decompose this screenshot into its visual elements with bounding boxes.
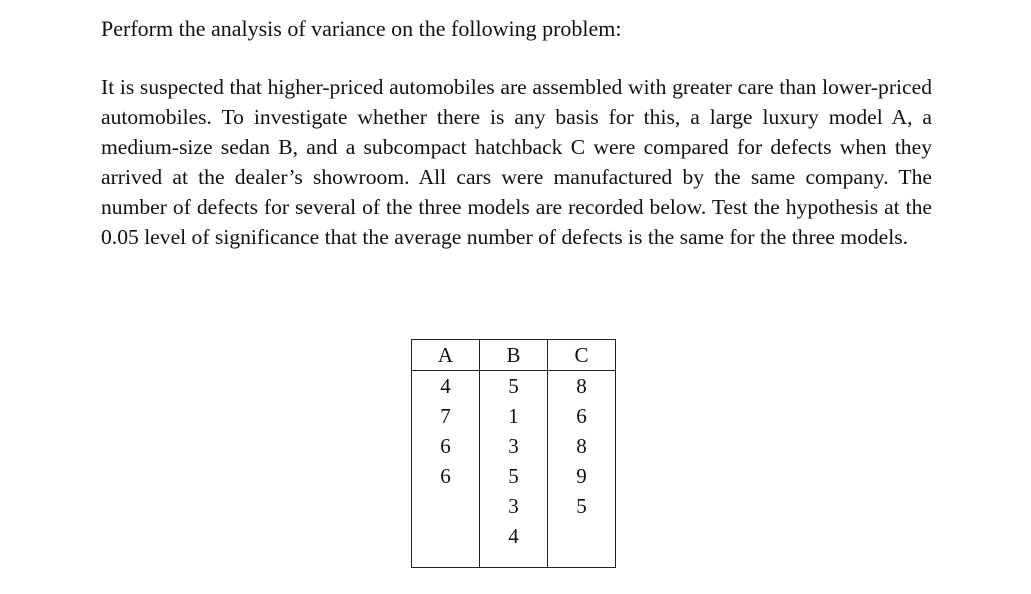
table-row: [412, 461, 616, 491]
table-cell: [548, 521, 616, 551]
table-cell: 6: [412, 431, 480, 461]
table-cell: 5: [480, 371, 548, 402]
table-cell: 3: [480, 491, 548, 521]
table-row: [412, 371, 616, 402]
table-cell: 7: [412, 401, 480, 431]
table-cell: [480, 551, 548, 568]
table-cell: 8: [548, 431, 616, 461]
table-cell: 5: [480, 461, 548, 491]
defects-table: [411, 339, 616, 568]
document-page: [101, 0, 932, 594]
table-row: [412, 491, 616, 521]
table-row: [412, 401, 616, 431]
table-cell: 6: [548, 401, 616, 431]
table-cell: 3: [480, 431, 548, 461]
table-cell: 1: [480, 401, 548, 431]
problem-statement: It is suspected that higher-priced automobiles are assembled with greater care than lower-priced automobiles. To investigate whether there is any basis for this, a large luxury model A, a medium-size sedan B, and a subcompact hatchback C were compared for defects when they arrived at the dealer’s showroom. All cars were manufactured by the same company. The number of defects for several of the three models are recorded below. Test the hypothesis at the 0.05 level of significance that the average number of defects is the same for the three models.: [101, 75, 932, 249]
table-cell: [412, 551, 480, 568]
table-cell: [548, 551, 616, 568]
table-cell: 5: [548, 491, 616, 521]
column-header-a: A: [412, 340, 480, 371]
table-cell: [412, 491, 480, 521]
instruction-text: Perform the analysis of variance on the following problem:: [101, 16, 622, 41]
table-header-row: [412, 340, 616, 371]
column-header-c: C: [548, 340, 616, 371]
table-cell: 4: [480, 521, 548, 551]
table-cell: [412, 521, 480, 551]
defects-table-container: [411, 339, 616, 568]
table-cell: 9: [548, 461, 616, 491]
table-row: [412, 431, 616, 461]
table-row: [412, 521, 616, 551]
table-cell: 4: [412, 371, 480, 402]
column-header-b: B: [480, 340, 548, 371]
table-cell: 6: [412, 461, 480, 491]
table-padding-row: [412, 551, 616, 568]
table-cell: 8: [548, 371, 616, 402]
